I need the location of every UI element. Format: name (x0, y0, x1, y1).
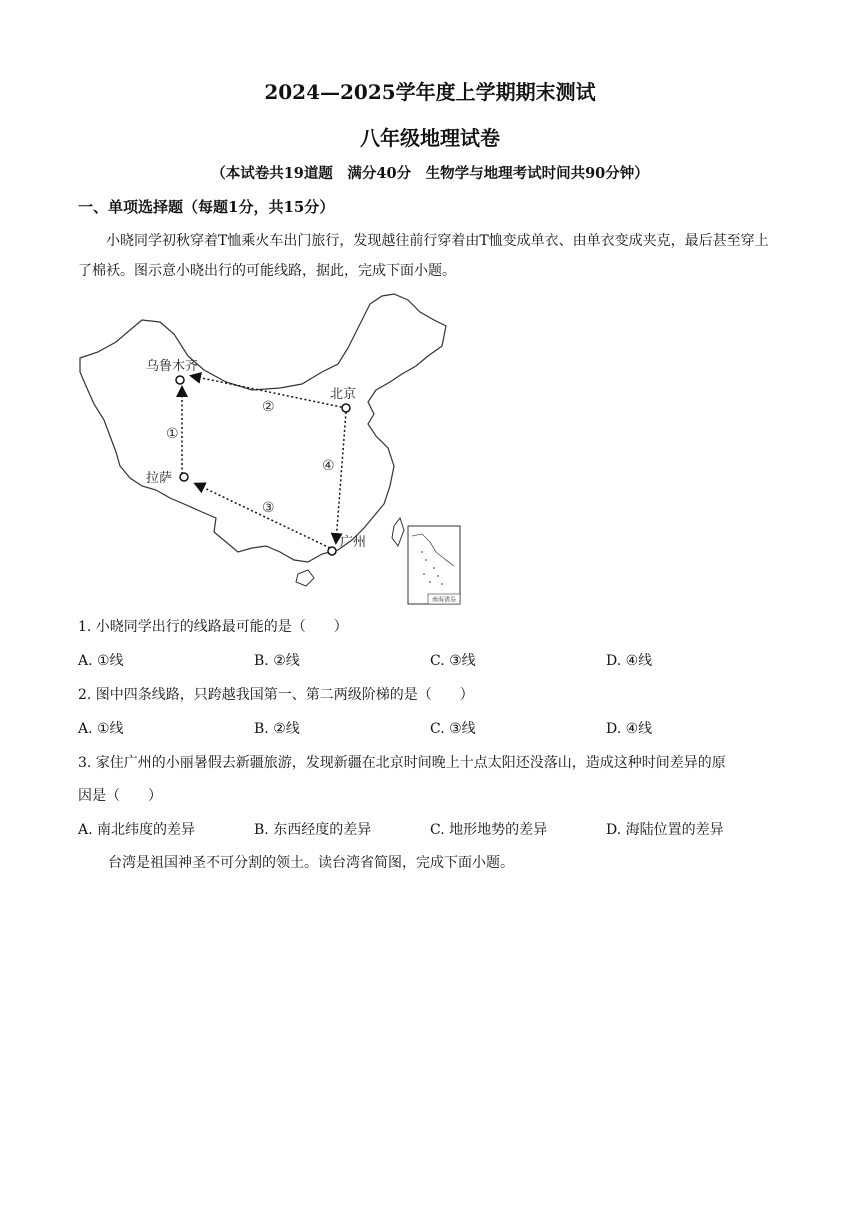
question-3-option-c: C. 地形地势的差异 (430, 822, 548, 838)
question-3-stem-line1: 3. 家住广州的小丽暑假去新疆旅游，发现新疆在北京时间晚上十点太阳还没落山，造成这种时间差异的原 (78, 755, 726, 771)
question-2-option-b: B. ②线 (254, 721, 300, 737)
exam-title: 2024—2025学年度上学期期末测试 (264, 80, 596, 104)
hainan-island (296, 570, 314, 586)
question-3-option-a: A. 南北纬度的差异 (78, 822, 196, 838)
route-1-label: ① (166, 426, 179, 442)
question-1-option-d: D. ④线 (606, 653, 653, 669)
guangzhou-label: 广州 (340, 535, 367, 550)
lhasa-label: 拉萨 (146, 471, 173, 486)
beijing-label: 北京 (330, 387, 357, 402)
section-heading: 一、单项选择题（每题1分，共15分） (78, 198, 335, 216)
inset-caption: 南海诸岛 (432, 596, 457, 604)
question-1-stem: 1. 小晓同学出行的线路最可能的是（ ） (78, 619, 348, 635)
question-3-stem-line2: 因是（ ） (78, 788, 162, 804)
question-2-option-a: A. ①线 (78, 721, 124, 737)
question-1-option-b: B. ②线 (254, 653, 300, 669)
intro-paragraph: 小晓同学初秋穿着T恤乘火车出门旅行，发现越往前行穿着由T恤变成单衣、由单衣变成夹克，最后甚至穿上了棉袄。图示意小晓出行的可能线路，据此，完成下面小题。 (78, 233, 769, 279)
route-2-label: ② (262, 399, 275, 415)
urumqi-marker (176, 376, 184, 384)
lhasa-marker (180, 473, 188, 481)
china-route-map (76, 290, 466, 608)
taiwan-passage: 台湾是祖国神圣不可分割的领土。读台湾省简图，完成下面小题。 (108, 855, 514, 871)
question-3-option-b: B. 东西经度的差异 (254, 822, 372, 838)
route-4-line (336, 412, 346, 542)
question-1-option-c: C. ③线 (430, 653, 476, 669)
question-2-option-d: D. ④线 (606, 721, 653, 737)
china-outline (80, 294, 446, 562)
question-1-option-a: A. ①线 (78, 653, 124, 669)
question-3-option-d: D. 海陆位置的差异 (606, 822, 724, 838)
question-2-stem: 2. 图中四条线路，只跨越我国第一、第二两级阶梯的是（ ） (78, 687, 474, 703)
route-3-line (196, 484, 330, 548)
route-3-label: ③ (262, 500, 275, 516)
exam-subtitle: 八年级地理试卷 (360, 126, 500, 150)
route-4-label: ④ (322, 458, 335, 474)
taiwan-island (392, 518, 404, 546)
guangzhou-marker (328, 547, 336, 555)
question-2-option-c: C. ③线 (430, 721, 476, 737)
beijing-marker (342, 404, 350, 412)
exam-note: （本试卷共19道题 满分40分 生物学与地理考试时间共90分钟） (211, 165, 649, 182)
urumqi-label: 乌鲁木齐 (146, 359, 199, 374)
